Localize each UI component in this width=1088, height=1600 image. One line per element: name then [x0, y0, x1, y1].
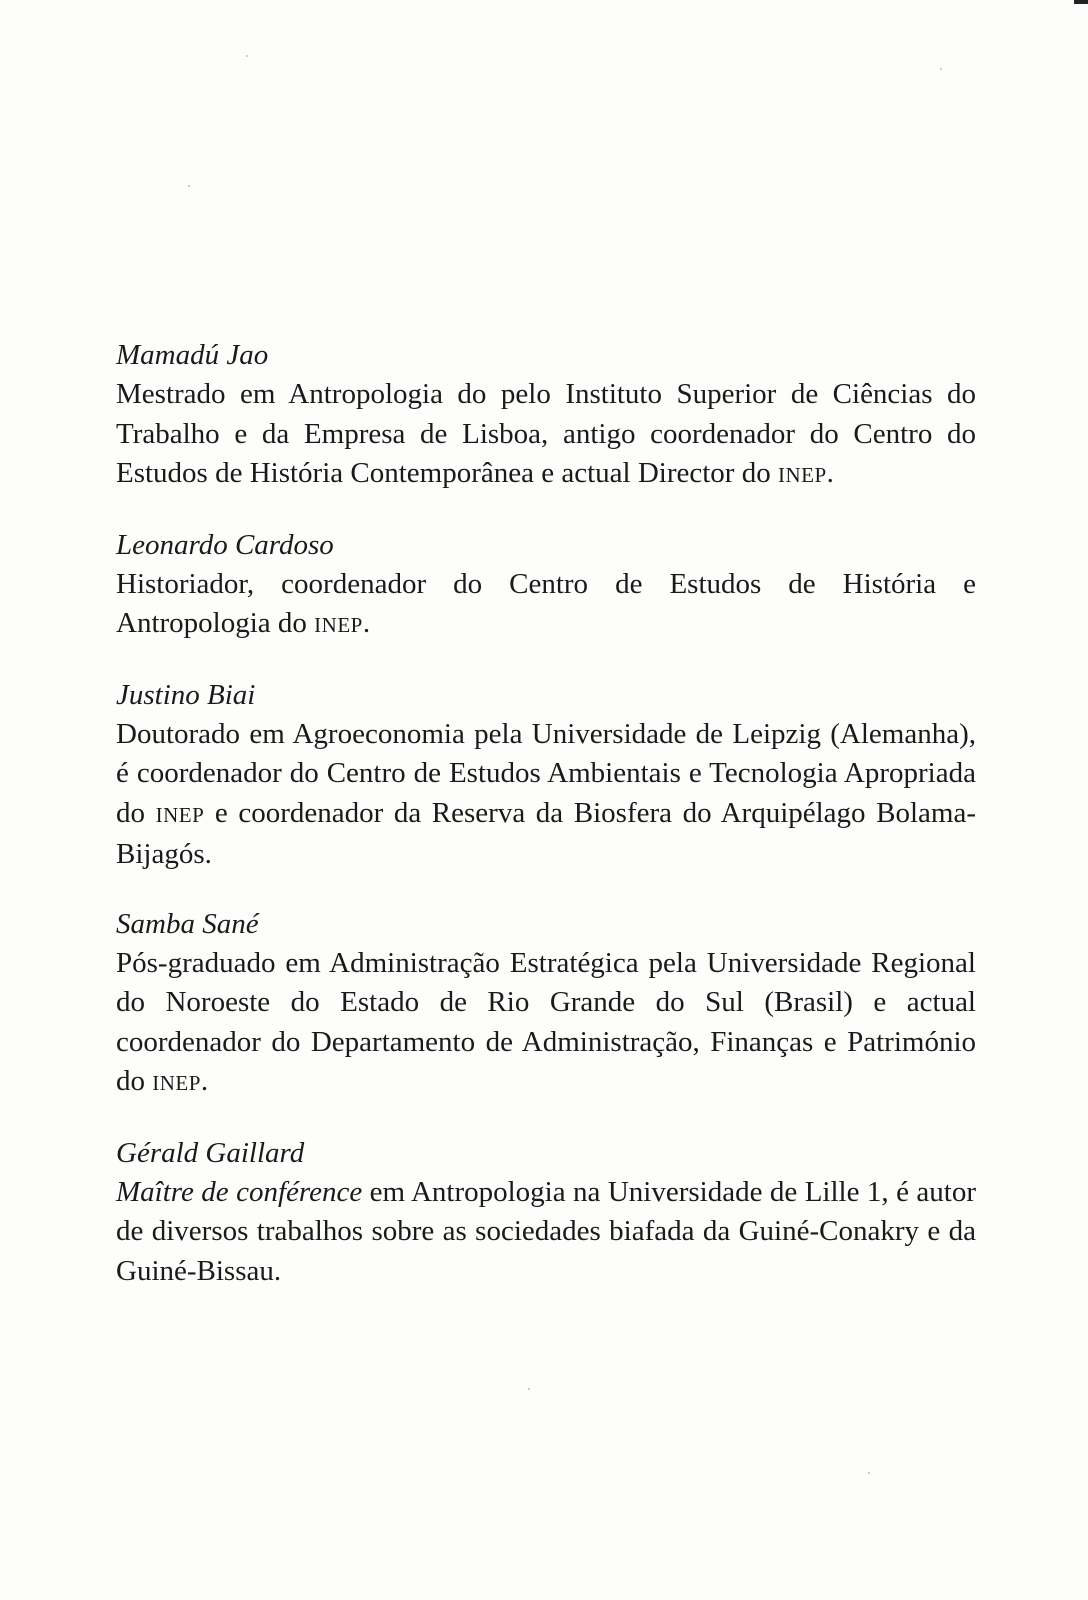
scan-speck	[246, 55, 248, 57]
contributor-name: Mamadú Jao	[116, 339, 269, 371]
contributor-bio	[116, 715, 976, 875]
contributor-bio	[116, 375, 976, 496]
contributor-bio	[116, 565, 976, 646]
bio-text: .	[362, 607, 371, 639]
bio-acronym: INEP	[777, 463, 827, 487]
contributor-entry	[116, 1133, 976, 1292]
contributor-name: Leonardo Cardoso	[116, 528, 334, 561]
bio-text: .	[826, 457, 834, 489]
contributor-entry	[116, 335, 976, 496]
contributor-name: Samba Sané	[116, 907, 259, 940]
scan-speck	[868, 1472, 870, 1474]
contributor-name: Gérald Gaillard	[116, 1136, 305, 1169]
bio-text: .	[200, 1065, 209, 1097]
bio-text: Doutorado em Agroeconomia pela Universidade de Leipzig (Alemanha), é coordenador do Centro de Estudos Ambientais e Tecnologia Apropriada do	[116, 717, 976, 829]
contributor-name: Justino Biai	[116, 678, 256, 711]
contributor-bio	[116, 944, 976, 1104]
scan-speck	[188, 185, 190, 187]
contributor-entry	[116, 525, 976, 646]
bio-acronym: INEP	[314, 613, 363, 637]
bio-text: Historiador, coordenador do Centro de Estudos de História e Antropologia do	[116, 567, 976, 639]
contributors-list	[116, 335, 976, 1320]
contributor-entry	[116, 675, 976, 875]
bio-text: Mestrado em Antropologia do pelo Instituto Superior de Ciências do Trabalho e da Empresa de Lisboa, antigo coordenador do Centro do Estudos de História Contemporânea e actual Director do	[116, 378, 976, 489]
bio-text: Pós-graduado em Administração Estratégica pela Universidade Regional do Noroeste do Estado de Rio Grande do Sul (Brasil) e actual coordenador do Departamento de Administração, Finanças e Património do	[116, 946, 976, 1097]
bio-acronym: INEP	[155, 802, 205, 827]
bio-italic-title: Maître de conférence	[116, 1175, 363, 1208]
scan-speck	[940, 68, 942, 70]
bio-text: e coordenador da Reserva da Biosfera do Arquipélago Bolama-Bijagós.	[116, 796, 976, 870]
scan-corner-mark	[1074, 0, 1088, 4]
bio-text: em Antropologia na Universidade de Lille 1, é autor de diversos trabalhos sobre as sociedades biafada da Guiné-Conakry e da Guiné-Bissau.	[116, 1175, 976, 1287]
contributor-bio	[116, 1173, 976, 1292]
contributor-entry	[116, 904, 976, 1104]
bio-acronym: INEP	[152, 1071, 201, 1095]
scan-speck	[528, 1388, 530, 1390]
